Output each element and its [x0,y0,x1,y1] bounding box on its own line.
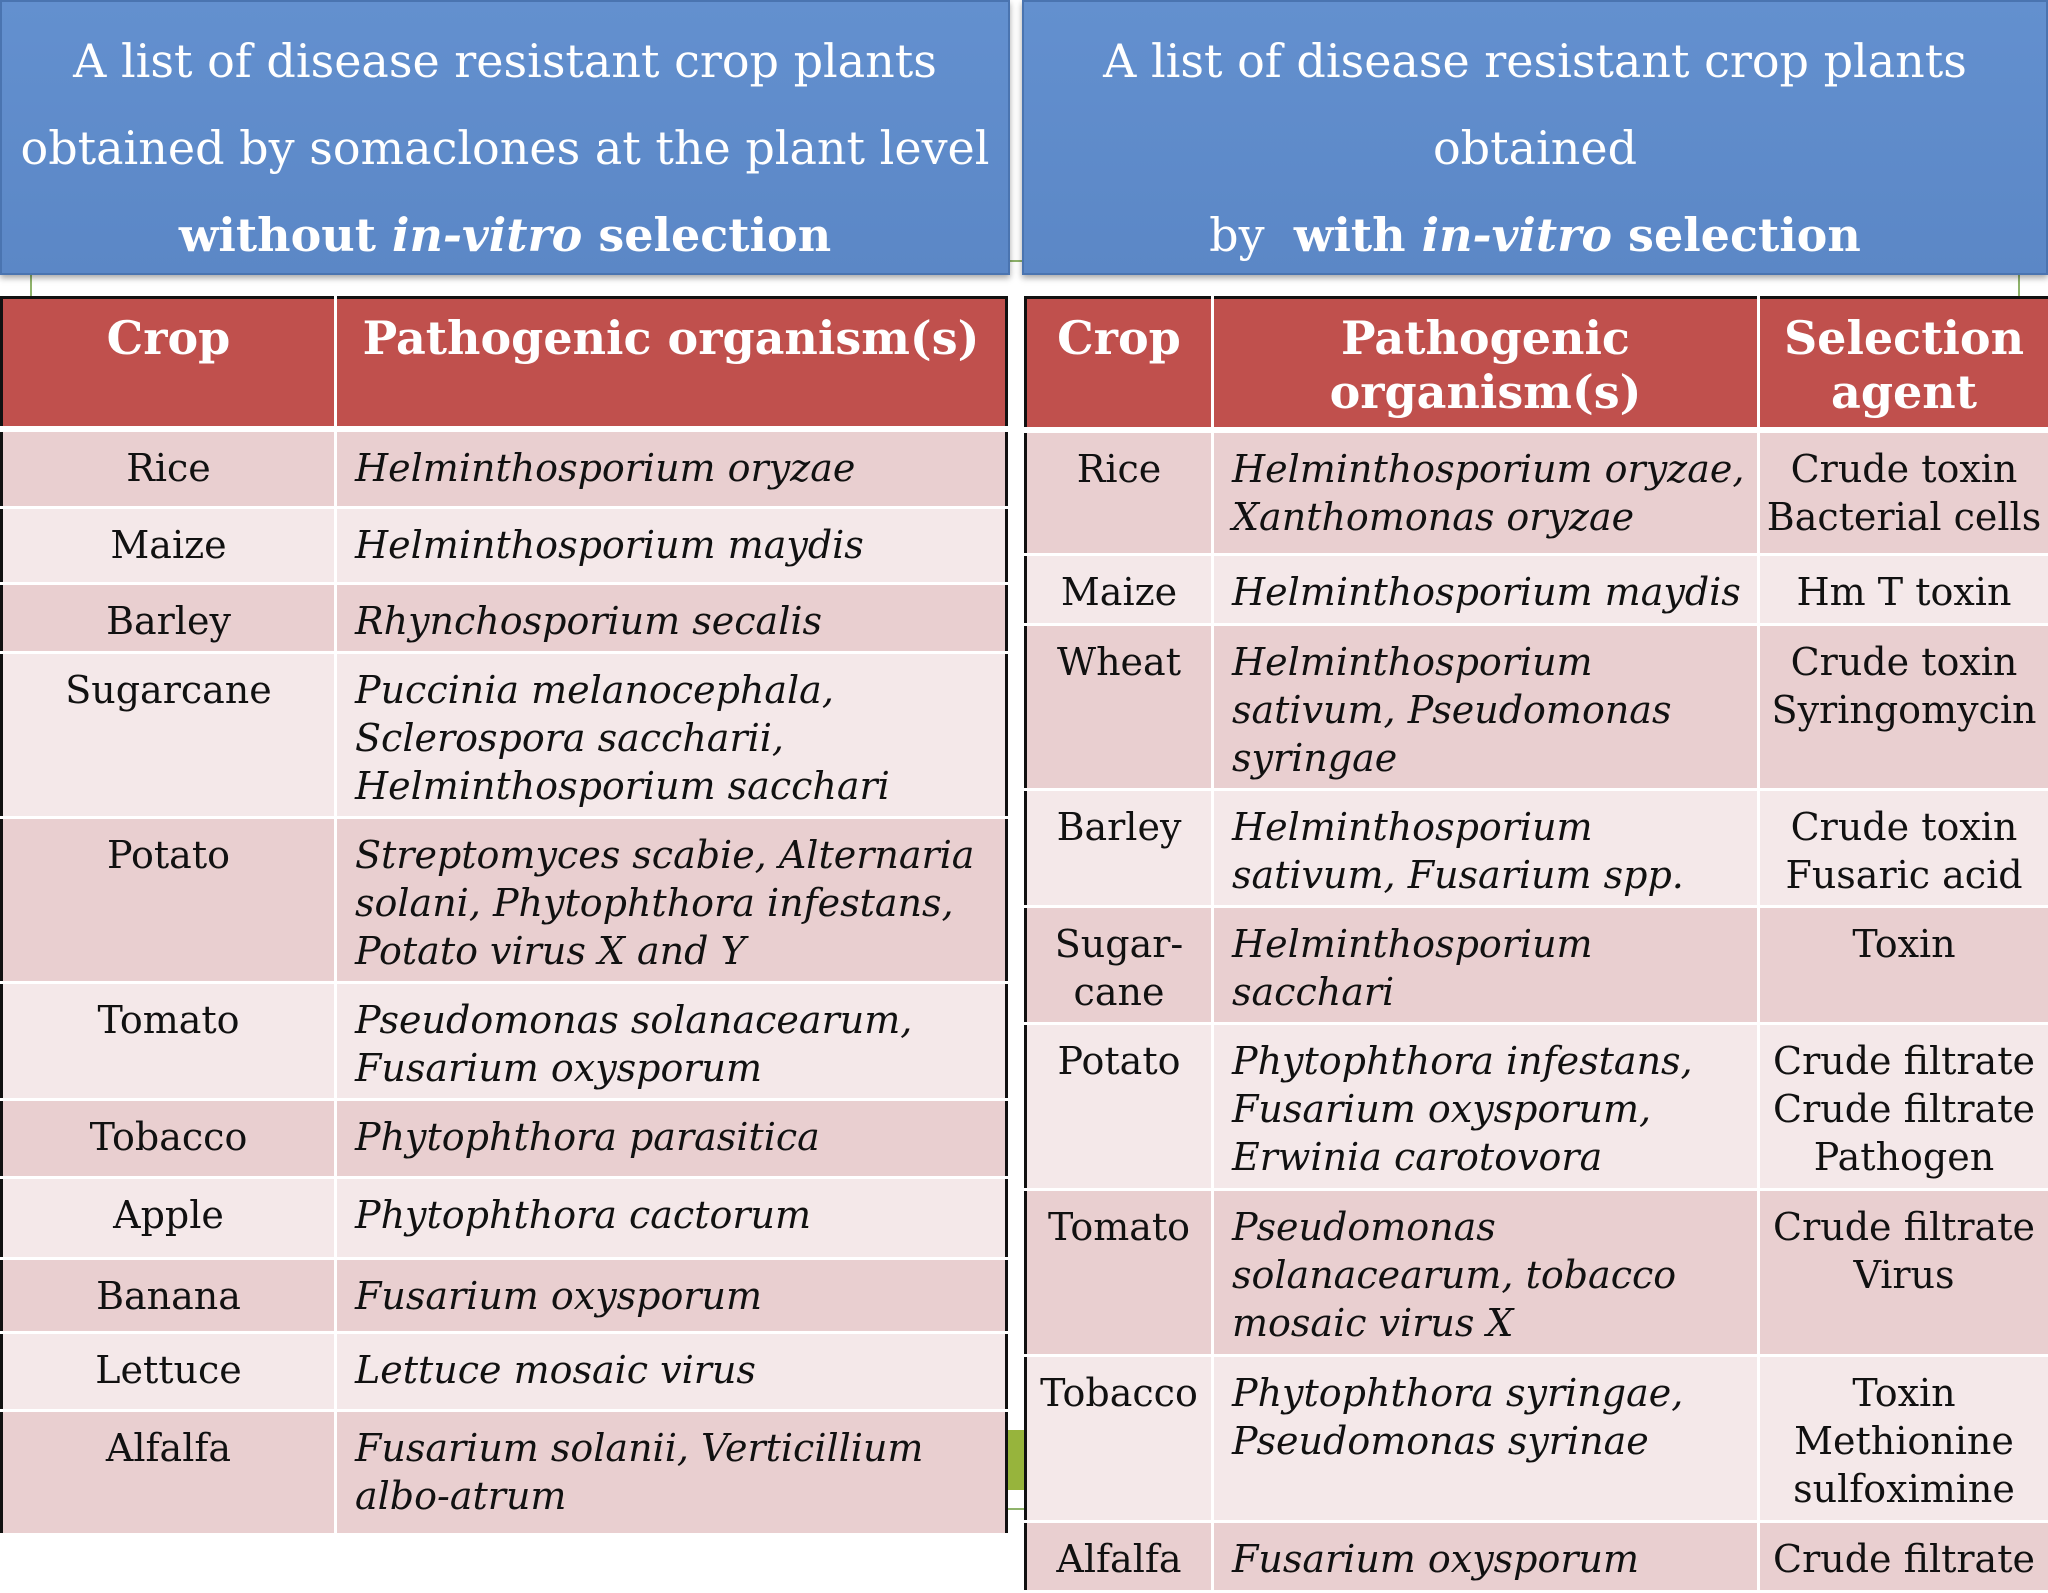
pathogen-cell: Puccinia melanocephala, Sclerospora saccharii, Helminthosporium sacchari [336,652,1007,817]
table-row [1026,789,2048,906]
table-row [1026,554,2048,624]
selection-agent-cell: Crude filtrate [1759,1521,2048,1591]
pathogen-cell: Helminthosporium oryzae, Xanthomonas oryzae [1213,430,1759,554]
crop-cell: Alfalfa [1026,1521,1213,1591]
crop-cell: Tomato [1026,1189,1213,1355]
pathogen-cell: Fusarium oxysporum [336,1258,1007,1332]
left-header-tail: selection [582,208,831,262]
table-row [1026,1521,2048,1591]
selection-agent-cell: Crude toxin Syringomycin [1759,624,2048,789]
table-row [2,1258,1007,1332]
pathogen-cell: Phytophthora parasitica [336,1100,1007,1178]
pathogen-cell: Phytophthora cactorum [336,1178,1007,1258]
selection-agent-cell: Hm T toxin [1759,554,2048,624]
pathogen-cell: Phytophthora infestans, Fusarium oxysporum, Erwinia carotovora [1213,1023,1759,1189]
table-row [1026,1355,2048,1521]
pathogen-cell: Helminthosporium maydis [1213,554,1759,624]
column-header-pathogen: Pathogenic organism(s) [336,298,1007,430]
table-row [2,1410,1007,1534]
table-row [1026,430,2048,554]
right-header-prefix: by [1209,208,1294,262]
pathogen-cell: Fusarium oxysporum [1213,1521,1759,1591]
pathogen-cell: Streptomyces scabie, Alternaria solani, Phytophthora infestans, Potato virus X and Y [336,818,1007,983]
left-crop-table [0,296,1008,1536]
table-row [2,1332,1007,1410]
crop-cell: Rice [1026,430,1213,554]
table-row [2,983,1007,1100]
right-header-tail: selection [1612,208,1861,262]
crop-cell: Potato [1026,1023,1213,1189]
crop-cell: Rice [2,429,336,507]
pathogen-cell: Helminthosporium maydis [336,507,1007,583]
pathogen-cell: Pseudomonas solanacearum, Fusarium oxysporum [336,983,1007,1100]
table-row [1026,1023,2048,1189]
table-row [2,652,1007,817]
table-header-row [1026,298,2048,431]
left-header-bold: without [179,208,392,262]
table-row [1026,1189,2048,1355]
pathogen-cell: Helminthosporium oryzae [336,429,1007,507]
selection-agent-cell: Crude filtrate Crude filtrate Pathogen [1759,1023,2048,1189]
selection-agent-cell: Crude filtrate Virus [1759,1189,2048,1355]
table-row [2,1178,1007,1258]
column-header-crop: Crop [1026,298,1213,431]
table-row [1026,906,2048,1023]
right-header-line1: A list of disease resistant crop plants obtained [1024,18,2046,192]
right-panel-header [1022,0,2048,275]
table-row [2,818,1007,983]
column-header-selection-agent: Selection agent [1759,298,2048,431]
selection-agent-cell: Toxin Methionine sulfoximine [1759,1355,2048,1521]
selection-agent-cell: Crude toxin Bacterial cells [1759,430,2048,554]
pathogen-cell: Rhynchosporium secalis [336,583,1007,652]
selection-agent-cell: Toxin [1759,906,2048,1023]
right-header-line2 [1024,192,2046,279]
crop-cell: Maize [1026,554,1213,624]
pathogen-cell: Helminthosporium sacchari [1213,906,1759,1023]
crop-cell: Barley [1026,789,1213,906]
crop-cell: Banana [2,1258,336,1332]
table-row [2,429,1007,507]
crop-cell: Lettuce [2,1332,336,1410]
left-header-text [21,18,990,279]
left-panel-header [0,0,1010,275]
table-header-row [2,298,1007,430]
table-row [2,583,1007,652]
pathogen-cell: Phytophthora syringae, Pseudomonas syrinae [1213,1355,1759,1521]
pathogen-cell: Pseudomonas solanacearum, tobacco mosaic virus X [1213,1189,1759,1355]
left-header-line3 [21,192,990,279]
table-row [2,507,1007,583]
crop-cell: Barley [2,583,336,652]
crop-cell: Wheat [1026,624,1213,789]
crop-cell: Maize [2,507,336,583]
crop-cell: Sugarcane [2,652,336,817]
right-header-bold: with [1294,208,1422,262]
table-row [1026,624,2048,789]
pathogen-cell: Lettuce mosaic virus [336,1332,1007,1410]
right-header-italic: in-vitro [1422,208,1612,262]
crop-cell: Apple [2,1178,336,1258]
table-row [2,1100,1007,1178]
crop-cell: Sugar-cane [1026,906,1213,1023]
left-header-line1: A list of disease resistant crop plants [21,18,990,105]
column-header-crop: Crop [2,298,336,430]
pathogen-cell: Helminthosporium sativum, Fusarium spp. [1213,789,1759,906]
right-header-text [1024,18,2046,279]
column-header-pathogen: Pathogenic organism(s) [1213,298,1759,431]
pathogen-cell: Fusarium solanii, Verticillium albo-atrum [336,1410,1007,1534]
crop-cell: Tomato [2,983,336,1100]
crop-cell: Potato [2,818,336,983]
pathogen-cell: Helminthosporium sativum, Pseudomonas syringae [1213,624,1759,789]
crop-cell: Alfalfa [2,1410,336,1534]
left-header-italic: in-vitro [392,208,582,262]
crop-cell: Tobacco [1026,1355,1213,1521]
crop-cell: Tobacco [2,1100,336,1178]
left-header-line2: obtained by somaclones at the plant level [21,105,990,192]
right-crop-table [1024,296,2048,1593]
selection-agent-cell: Crude toxin Fusaric acid [1759,789,2048,906]
